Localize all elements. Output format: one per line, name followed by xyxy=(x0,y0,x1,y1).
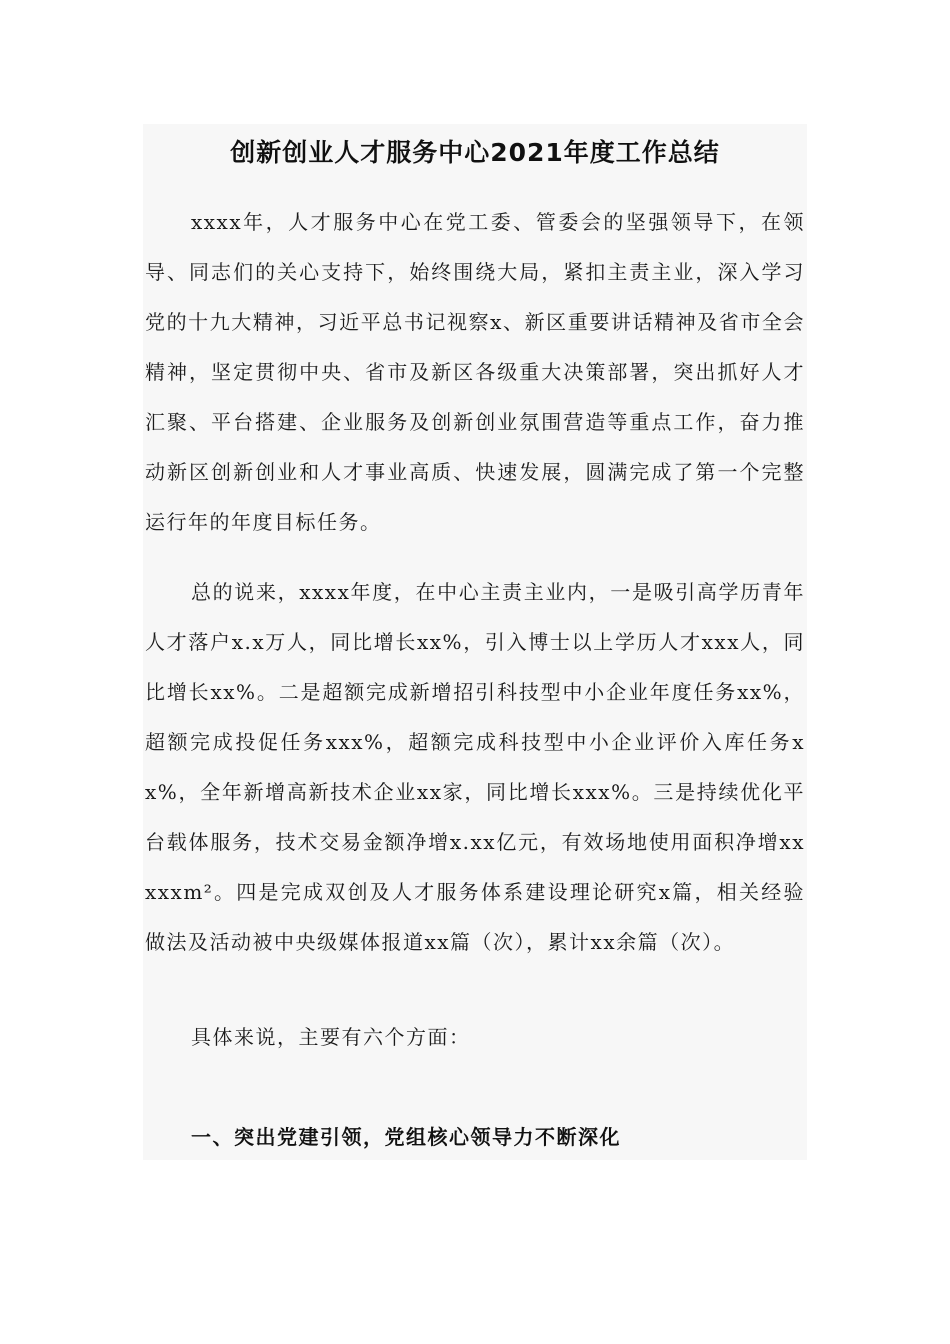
paragraph-overview: 具体来说，主要有六个方面： xyxy=(191,1025,471,1049)
section-heading-1: 一、突出党建引领，党组核心领导力不断深化 xyxy=(191,1125,621,1149)
paragraph-summary: 总的说来，xxxx年度，在中心主责主业内，一是吸引高学历青年人才落户x.x万人，同比增长xx%，引入博士以上学历人才xxx人，同比增长xx%。二是超额完成新增招引科技型中小企业年度任务xx%，超额完成投促任务xxx%，超额完成科技型中小企业评价入库任务xx%，全年新增高新技术企业xx家，同比增长xxx%。三是持续优化平台载体服务，技术交易金额净增x.xx亿元，有效场地使用面积净增xxxxxm²。四是完成双创及人才服务体系建设理论研究x篇，相关经验做法及活动被中央级媒体报道xx篇（次），累计xx余篇（次）。 xyxy=(145,580,805,954)
document-title: 创新创业人才服务中心2021年度工作总结 xyxy=(230,138,720,167)
paragraph-intro: xxxx年，人才服务中心在党工委、管委会的坚强领导下，在领导、同志们的关心支持下，始终围绕大局，紧扣主责主业，深入学习党的十九大精神，习近平总书记视察x、新区重要讲话精神及省市全会精神，坚定贯彻中央、省市及新区各级重大决策部署，突出抓好人才汇聚、平台搭建、企业服务及创新创业氛围营造等重点工作，奋力推动新区创新创业和人才事业高质、快速发展，圆满完成了第一个完整运行年的年度目标任务。 xyxy=(145,210,805,534)
